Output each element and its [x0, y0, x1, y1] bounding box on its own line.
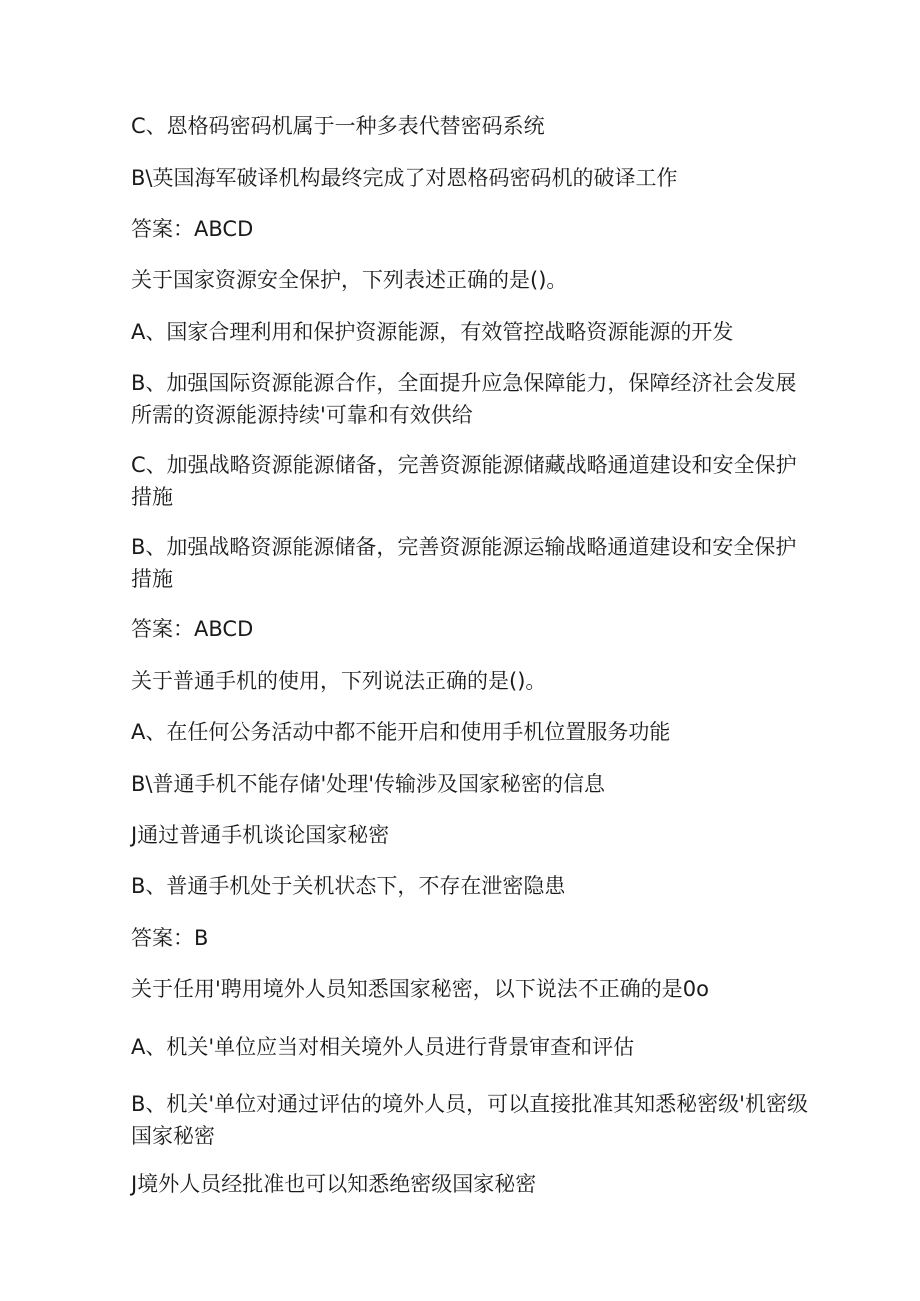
option-line: C、加强战略资源能源储备，完善资源能源储藏战略通道建设和安全保护措施 [131, 453, 797, 509]
answer-line: 答案：ABCD [131, 617, 254, 641]
option-line: B、普通手机处于关机状态下，不存在泄密隐患 [131, 874, 566, 898]
question-line: 关于任用'聘用境外人员知悉国家秘密，以下说法不正确的是0o [131, 977, 709, 1001]
option-line: J境外人员经批准也可以知悉绝密级国家秘密 [131, 1172, 537, 1196]
answer-line: 答案：B [131, 926, 209, 950]
text-line: C、恩格码密码机属于一种多表代替密码系统 [131, 114, 545, 138]
option-line: B、加强国际资源能源合作，全面提升应急保障能力，保障经济社会发展所需的资源能源持续'可靠和有效供给 [131, 371, 797, 427]
text-line: B\英国海军破译机构最终完成了对恩格码密码机的破译工作 [131, 166, 678, 190]
question-line: 关于国家资源安全保护，下列表述正确的是()。 [131, 268, 568, 292]
question-line: 关于普通手机的使用，下列说法正确的是()。 [131, 669, 547, 693]
option-line: A、在任何公务活动中都不能开启和使用手机位置服务功能 [131, 720, 671, 744]
option-line: B、机关'单位对通过评估的境外人员，可以直接批准其知悉秘密级'机密级国家秘密 [131, 1092, 808, 1148]
option-line: A、机关'单位应当对相关境外人员进行背景审查和评估 [131, 1035, 635, 1059]
option-line: A、国家合理利用和保护资源能源，有效管控战略资源能源的开发 [131, 320, 734, 344]
option-line: B\普通手机不能存储'处理'传输涉及国家秘密的信息 [131, 772, 606, 796]
option-line: B、加强战略资源能源储备，完善资源能源运输战略通道建设和安全保护措施 [131, 535, 797, 591]
answer-line: 答案：ABCD [131, 217, 254, 241]
option-line: J通过普通手机谈论国家秘密 [131, 823, 390, 847]
